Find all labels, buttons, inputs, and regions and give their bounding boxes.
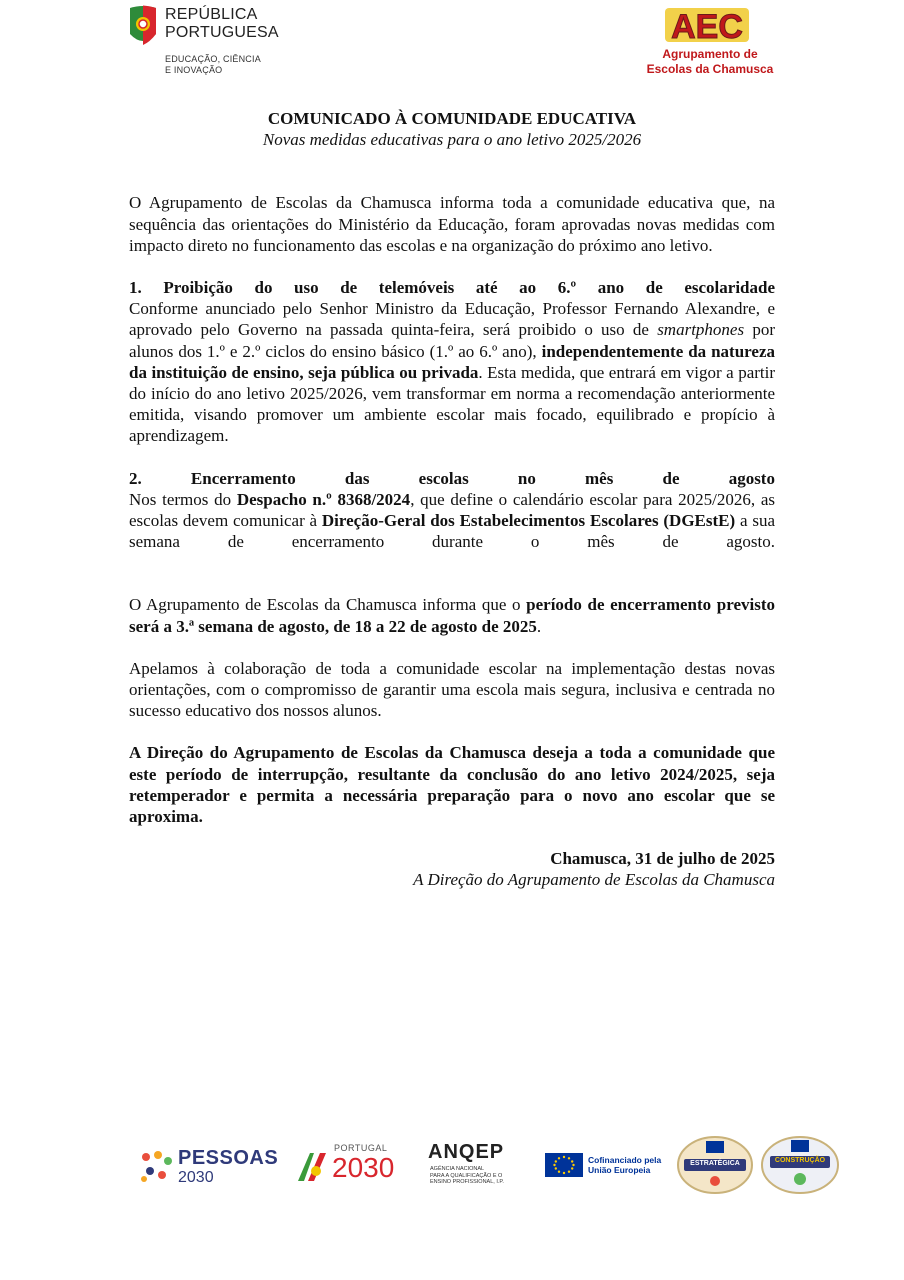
document-subtitle: Novas medidas educativas para o ano letivo 2025/2026 [262,130,642,150]
anqep-name: ANQEP [428,1141,505,1163]
pessoas-figures-icon [138,1149,174,1183]
badge1-text: ESTRATÉGICA [690,1160,740,1167]
eu-line1: Cofinanciado pela [588,1155,662,1165]
aec-letters: AEC [671,8,743,44]
section1-heading: 1. Proibição do uso de telemóveis até ao 6.º ano de escolaridade [129,278,775,298]
portugal-year: 2030 [332,1152,395,1183]
pessoas-2030-logo [138,1145,288,1185]
anqep-line1: AGÊNCIA NACIONAL [430,1166,485,1172]
republica-portuguesa-logo [128,4,288,80]
school-name-line2: Escolas da Chamusca [646,62,774,76]
appeal-paragraph: Apelamos à colaboração de toda a comunidade escolar na implementação destas novas orientações, com o compromisso de garantir uma escola mais segura, inclusiva e centrada no sucesso educativo dos nossos alunos. [129,658,775,721]
portugal-flag-icon [128,4,158,48]
portugal-2030-mark-icon [296,1149,330,1183]
republica-line1: REPÚBLICA [165,6,258,23]
aec-emblem-icon [662,4,752,44]
construction-badge-icon [760,1135,840,1195]
section1-text: Conforme anunciado pelo Senhor Ministro da Educação, Professor Fernando Alexandre, e aprovado pelo Governo na passada quinta-feira, será proibido o uso de smartphones por alunos dos 1.º e 2.º ciclos do ensino básico (1.º ao 6.º ano), independentemente da natureza da instituição de ensino, seja pública ou privada. Esta medida, que entrará em vigor a partir do início do ano letivo 2025/2026, vem transformar em norma a recomendação anteriormente emitida, visando promover um ambiente escolar mais focado, equilibrado e propício à aprendizagem. [129,299,776,446]
funding-logos-footer [138,1135,843,1195]
place-date: Chamusca, 31 de julho de 2025 [550,849,775,869]
eu-line2: União Europeia [588,1165,651,1175]
section2 [129,468,775,553]
badge2-text: CONSTRUÇÃO [774,1157,826,1164]
ministry-line1: EDUCAÇÃO, CIÊNCIA [165,54,261,64]
intro-paragraph: O Agrupamento de Escolas da Chamusca informa toda a comunidade educativa que, na sequência das orientações do Ministério da Educação, foram aprovadas novas medidas com impacto direto no funcionamento das escolas e na organização do próximo ano letivo. [129,193,775,255]
portugal-label: PORTUGAL [334,1143,388,1153]
eu-cofinanced-logo [545,1153,670,1177]
wish-paragraph: A Direção do Agrupamento de Escolas da Chamusca deseja a toda a comunidade que este período de interrupção, resultante da conclusão do ano letivo 2024/2025, seja retemperador e permita a necessária preparação para o novo ano escolar que se aproxima. [129,743,775,827]
construction-operation-badge [760,1135,840,1195]
pessoas-name: PESSOAS [178,1147,279,1169]
ministry-line2: E INOVAÇÃO [165,65,223,75]
pessoas-year: 2030 [178,1169,214,1186]
section1 [129,277,775,447]
anqep-line2: PARA A QUALIFICAÇÃO E O [430,1172,503,1179]
school-name-line1: Agrupamento de [662,47,758,61]
portugal-2030-logo [296,1143,416,1187]
eu-flag-icon [545,1153,583,1177]
republica-line2: PORTUGUESA [165,24,279,41]
anqep-line3: ENSINO PROFISSIONAL, I.P. [430,1179,504,1185]
anqep-logo [428,1141,538,1189]
communique-body [129,108,775,891]
signature: A Direção do Agrupamento de Escolas da Chamusca [413,870,775,890]
section2-text: Nos termos do Despacho n.º 8368/2024, que define o calendário escolar para 2025/2026, as escolas devem comunicar à Direção-Geral dos Estabelecimentos Escolares (DGEstE) a sua semana de encerramento durante o mês de agosto. [129,489,775,552]
strategic-operation-badge [676,1135,754,1195]
school-logo [640,4,780,78]
closure-paragraph: O Agrupamento de Escolas da Chamusca informa que o período de encerramento previsto será a 3.ª semana de agosto, de 18 a 22 de agosto de 2025. [129,595,776,636]
section2-heading: 2. Encerramento das escolas no mês de agosto [129,468,775,488]
document-title: COMUNICADO À COMUNIDADE EDUCATIVA [267,109,637,128]
